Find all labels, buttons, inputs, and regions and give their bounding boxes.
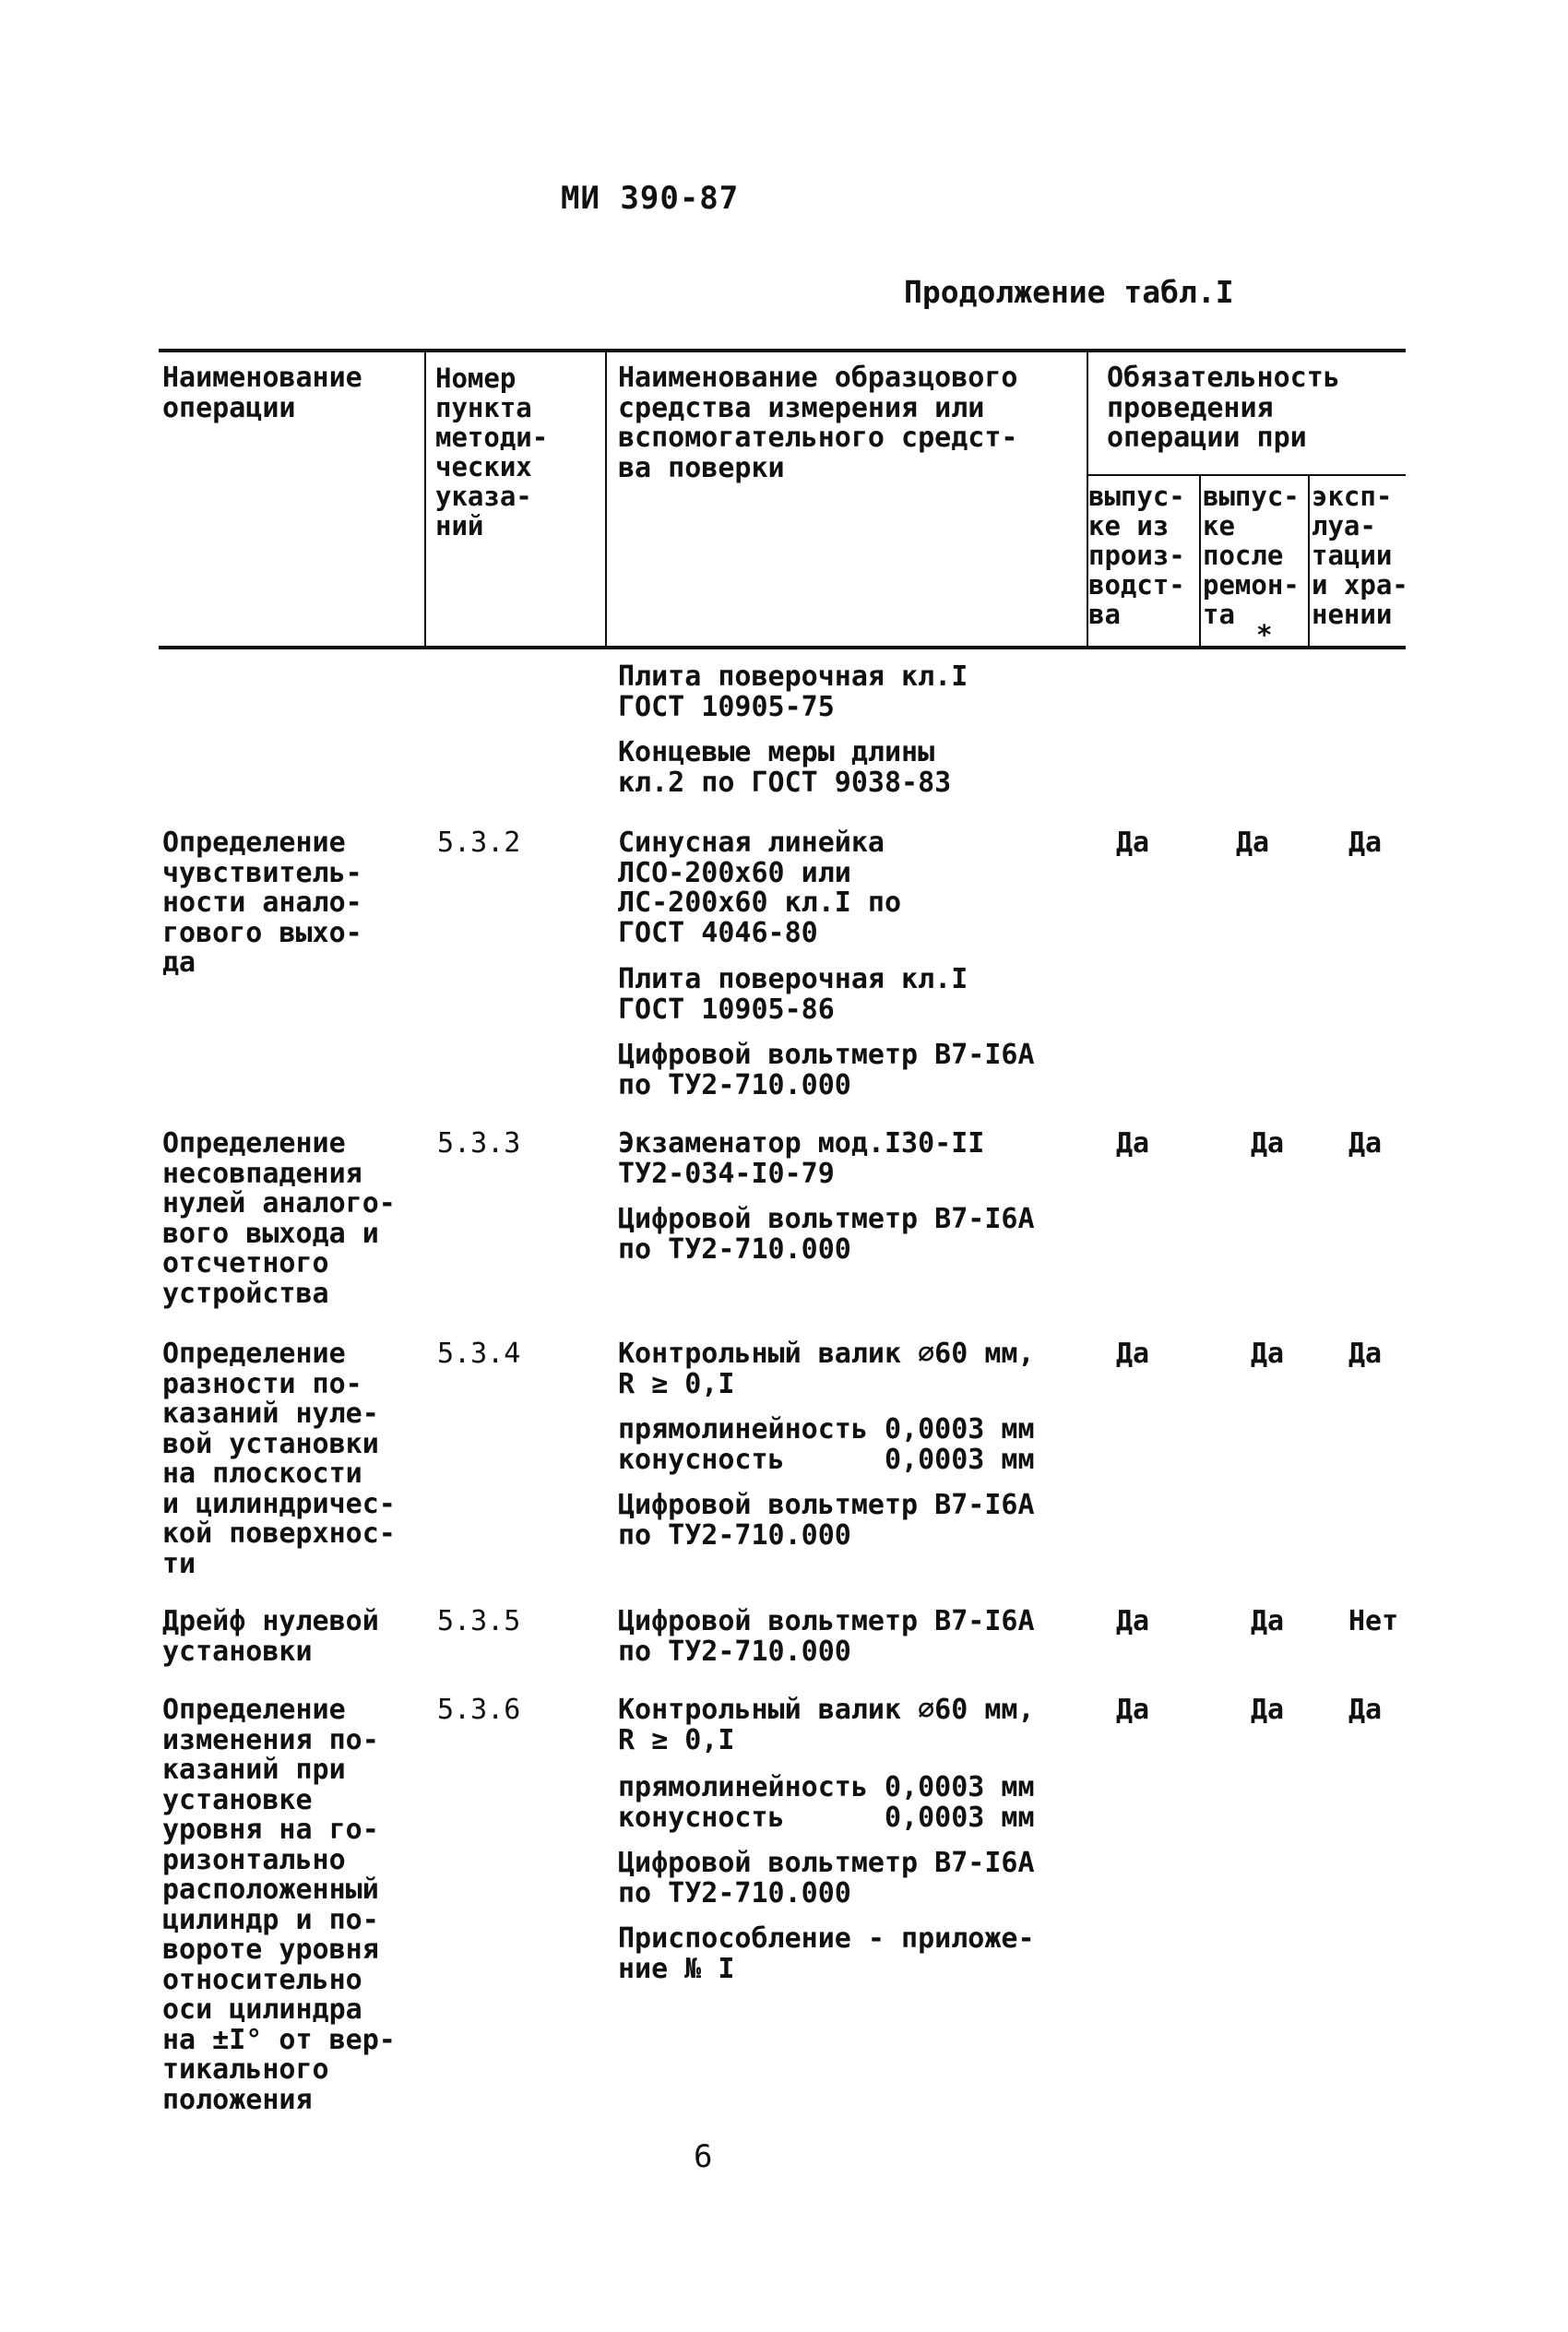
row4-instrument-1: Цифровой вольтметр В7-I6А по ТУ2-710.000 (618, 1605, 1035, 1668)
row2-operation: Определение несовпадения нулей аналого- вого выхода и отсчетного устройства (162, 1127, 396, 1310)
column-header-instrument: Наименование образцового средства измерения или вспомогательного средст- ва поверки (618, 362, 1018, 484)
row1-instrument-2: Плита поверочная кл.I ГОСТ 10905-86 (618, 963, 968, 1026)
row3-instrument-2: прямолинейность 0,0003 мм конусность 0,0003 мм (618, 1413, 1035, 1476)
doc-code: МИ 390-87 (561, 180, 740, 217)
row3-operation-storage: Да (1348, 1338, 1383, 1370)
row4-operation: Дрейф нулевой установки (162, 1605, 379, 1668)
row5-clause: 5.3.6 (437, 1694, 521, 1726)
row2-release-production: Да (1116, 1127, 1150, 1160)
row5-release-repair: Да (1251, 1694, 1285, 1726)
column-header-required: Обязательность проведения операции при (1107, 362, 1340, 454)
row5-operation: Определение изменения по- казаний при установке уровня на го- ризонтально расположенный цилиндр и по- вороте уровня относительно оси цилиндра на ±I° от вер- тикального положения (162, 1694, 396, 2116)
row5-operation-storage: Да (1348, 1694, 1383, 1726)
page-number: 6 (694, 2138, 713, 2175)
row3-clause: 5.3.4 (437, 1338, 521, 1370)
header-divider-1 (424, 349, 426, 648)
header-divider-5 (1308, 474, 1310, 648)
row2-instrument-2: Цифровой вольтметр В7-I6А по ТУ2-710.000 (618, 1203, 1035, 1266)
repair-footnote-mark: * (1256, 619, 1273, 650)
header-divider-2 (605, 349, 607, 648)
column-header-operation: Наименование операции (162, 362, 362, 424)
row2-operation-storage: Да (1348, 1127, 1383, 1160)
row1-release-repair: Да (1236, 827, 1270, 859)
row5-instrument-4: Приспособление - приложе- ние № I (618, 1922, 1035, 1985)
row5-instrument-2: прямолинейность 0,0003 мм конусность 0,0003 мм (618, 1771, 1035, 1834)
row5-instrument-3: Цифровой вольтметр В7-I6А по ТУ2-710.000 (618, 1847, 1035, 1910)
row5-release-production: Да (1116, 1694, 1150, 1726)
row4-release-repair: Да (1251, 1605, 1285, 1637)
row5-instrument-1: Контрольный валик ∅60 мм, R ≥ 0,I (618, 1694, 1035, 1756)
row0-instrument-1: Плита поверочная кл.I ГОСТ 10905-75 (618, 660, 968, 723)
row0-instrument-2: Концевые меры длины кл.2 по ГОСТ 9038-83 (618, 736, 952, 799)
row4-release-production: Да (1116, 1605, 1150, 1637)
header-bottom-rule (159, 646, 1406, 649)
row4-operation-storage: Нет (1348, 1605, 1399, 1637)
column-header-release-production: выпус- ке из произ- водст- ва (1088, 481, 1185, 630)
row1-instrument-3: Цифровой вольтметр В7-I6А по ТУ2-710.000 (618, 1039, 1035, 1101)
row3-release-production: Да (1116, 1338, 1150, 1370)
row3-release-repair: Да (1251, 1338, 1285, 1370)
row1-operation-storage: Да (1348, 827, 1383, 859)
column-header-release-repair: выпус- ке после ремон- та (1203, 481, 1300, 630)
column-header-operation-storage: эксп- луа- тации и хра- нении (1312, 481, 1408, 630)
row4-clause: 5.3.5 (437, 1605, 521, 1637)
row2-clause: 5.3.3 (437, 1127, 521, 1160)
row3-operation: Определение разности по- казаний нуле- вой установки на плоскости и цилиндричес- кой поверхнос- ти (162, 1338, 396, 1580)
header-divider-4 (1199, 474, 1201, 648)
table-top-rule (159, 349, 1406, 352)
row2-instrument-1: Экзаменатор мод.I30-II ТУ2-034-I0-79 (618, 1127, 985, 1190)
row3-instrument-3: Цифровой вольтметр В7-I6А по ТУ2-710.000 (618, 1489, 1035, 1552)
row1-release-production: Да (1116, 827, 1150, 859)
row1-operation: Определение чувствитель- ности анало- гового выхо- да (162, 827, 362, 979)
required-subheader-rule (1087, 474, 1406, 476)
row1-instrument-1: Синусная линейка ЛСО-200х60 или ЛС-200х60 кл.I по ГОСТ 4046-80 (618, 827, 902, 949)
table-continuation-label: Продолжение табл.I (904, 274, 1234, 310)
row1-clause: 5.3.2 (437, 827, 521, 859)
row3-instrument-1: Контрольный валик ∅60 мм, R ≥ 0,I (618, 1338, 1035, 1400)
row2-release-repair: Да (1251, 1127, 1285, 1160)
column-header-clause: Номер пункта методи- ческих указа- ний (435, 363, 549, 541)
